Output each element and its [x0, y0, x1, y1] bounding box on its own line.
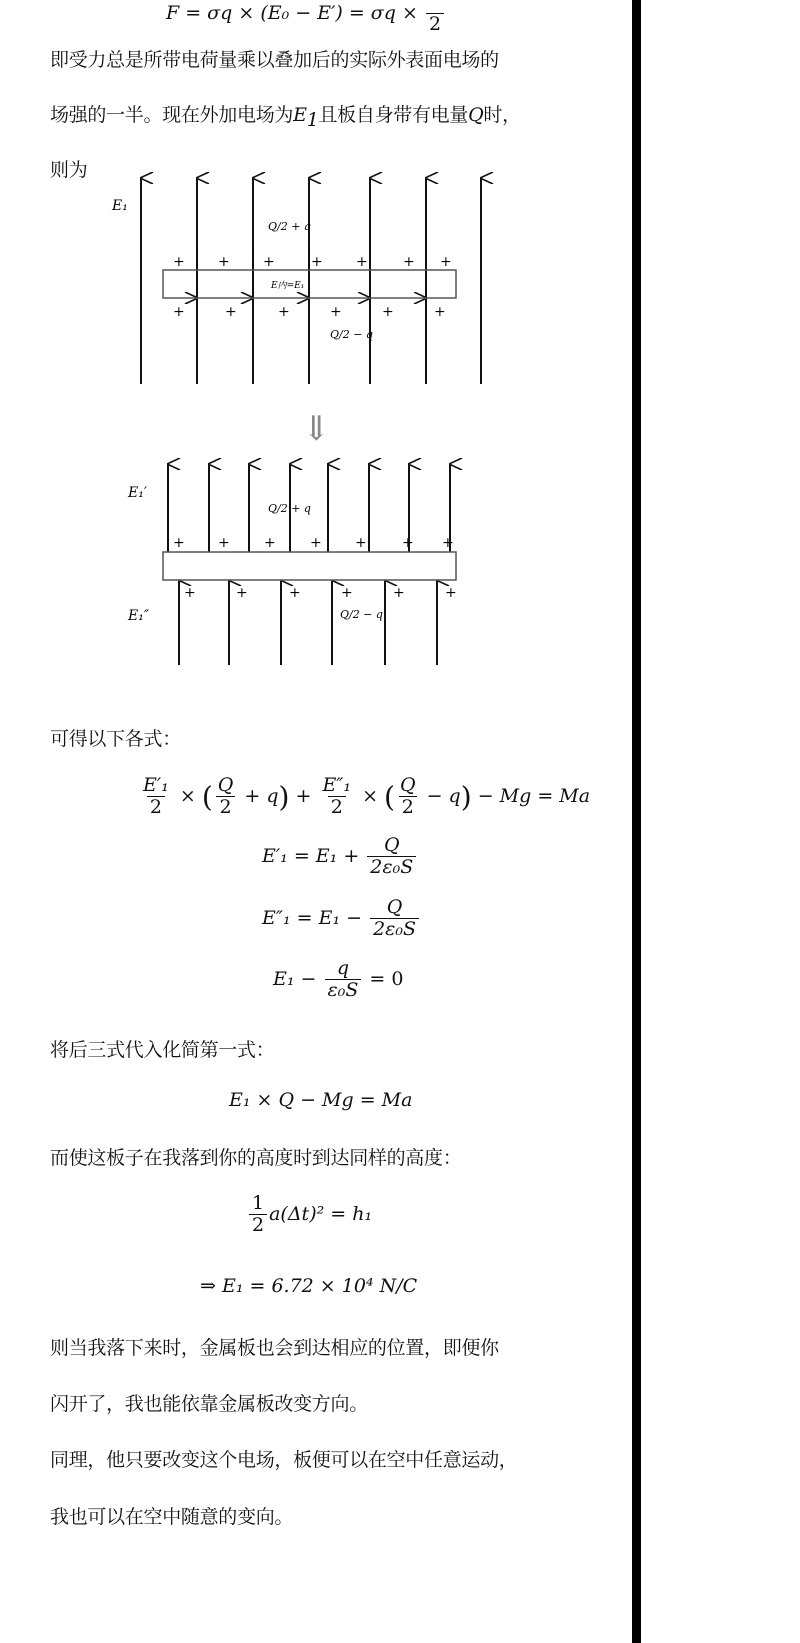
plus-sign: + — [434, 304, 446, 320]
eq6-rest: a(Δt)² = h₁ — [269, 1202, 373, 1225]
paragraph-7: 则当我落下来时，金属板也会到达相应的位置，即便你 — [50, 1337, 499, 1359]
eq1-rest: − Mg = Ma — [477, 784, 591, 807]
figure-2-plus-bottom — [184, 585, 457, 601]
plus-sign: + — [382, 304, 394, 320]
plus-sign: + — [184, 585, 196, 601]
eq6-num: 1 — [252, 1192, 265, 1214]
equation-1: $\frac{\text{E′₁}}{2}$ × ( $\frac{Q}{2}$ + q) + $\frac{\text{E″₁}}{2}$ × ( $\frac{Q}{2}$ − q) − Mg = Ma — [138, 775, 590, 819]
figure-2-field-top-label: E₁′ — [128, 485, 148, 501]
paragraph-8: 闪开了，我也能依靠金属板改变方向。 — [50, 1393, 368, 1415]
paragraph-10: 我也可以在空中随意的变向。 — [50, 1506, 294, 1528]
plus-sign: + — [278, 304, 290, 320]
paragraph-2-var: E — [293, 104, 307, 126]
figure-1-top-charge-label: Q/2 + q — [268, 220, 311, 233]
plus-sign: + — [355, 535, 367, 551]
paragraph-3: 则为 — [50, 159, 88, 181]
plus-sign: + — [393, 585, 405, 601]
eq1-Q2: Q — [399, 774, 416, 796]
eq6-den: 2 — [249, 1214, 267, 1237]
plus-sign: + — [263, 254, 275, 270]
equation-3 — [262, 897, 421, 941]
equation-6 — [247, 1193, 372, 1237]
figure-1-plus-top — [173, 254, 452, 270]
paragraph-1: 即受力总是所带电荷量乘以叠加后的实际外表面电场的 — [50, 49, 499, 71]
plus-sign: + — [236, 585, 248, 601]
eq1-two: 2 — [147, 796, 165, 819]
equation-7: ⇒ E₁ = 6.72 × 10⁴ N/C — [200, 1275, 418, 1297]
plus-sign: + — [442, 535, 454, 551]
paragraph-2-var2: Q — [468, 104, 484, 126]
eq1-two-d: 2 — [399, 796, 417, 819]
paragraph-6: 而使这板子在我落到你的高度时到达同样的高度： — [50, 1147, 462, 1169]
plus-sign: + — [341, 585, 353, 601]
plus-sign: + — [289, 585, 301, 601]
eq3-num: Q — [386, 896, 403, 918]
figure-2-plus-top — [173, 535, 454, 551]
plus-sign: + — [440, 254, 452, 270]
figure-1 — [0, 0, 632, 700]
paragraph-9: 同理，他只要改变这个电场，板便可以在空中任意运动， — [50, 1449, 518, 1471]
plus-sign: + — [310, 535, 322, 551]
figure-1-inner-label: E内=E₁ — [271, 281, 305, 291]
plus-sign: + — [311, 254, 323, 270]
figure-1-field-label: E₁ — [112, 198, 128, 214]
plus-sign: + — [356, 254, 368, 270]
paragraph-2-part1: 场强的一半。现在外加电场为 — [50, 104, 294, 126]
paragraph-2-part3: 时， — [483, 104, 521, 126]
top-equation-text: F = σq × (E₀ − E′) = σq × — [166, 1, 424, 24]
eq1-two-c: 2 — [328, 796, 346, 819]
plus-sign: + — [173, 254, 185, 270]
eq3-den: 2ε₀S — [370, 918, 419, 941]
eq4-den: ε₀S — [325, 979, 362, 1002]
plus-sign: + — [402, 535, 414, 551]
plus-sign: + — [173, 535, 185, 551]
top-equation-denominator: 2 — [426, 13, 444, 36]
plus-sign: + — [264, 535, 276, 551]
paragraph-4: 可得以下各式： — [50, 728, 181, 750]
eq2-num: Q — [383, 834, 400, 856]
eq4-lhs: E₁ − — [273, 967, 323, 990]
plus-sign: + — [445, 585, 457, 601]
eq1-lhs-a: E′₁ — [143, 774, 169, 796]
plus-sign: + — [218, 254, 230, 270]
figure-1-up-arrows — [141, 178, 481, 384]
equation-4 — [273, 958, 403, 1002]
eq4-num: q — [336, 957, 349, 979]
metal-plate — [163, 552, 456, 580]
transition-arrow-icon: ⇓ — [302, 409, 331, 449]
figure-1-bottom-charge-label: Q/2 − q — [330, 328, 373, 341]
equation-2 — [262, 835, 418, 879]
eq4-rhs: = 0 — [363, 967, 404, 990]
eq1-Q: Q — [217, 774, 234, 796]
eq1-q2: q — [448, 784, 461, 807]
plus-sign: + — [173, 304, 185, 320]
figure-2-field-bottom-label: E₁″ — [128, 608, 150, 624]
figure-2-bottom-charge-label: Q/2 − q — [340, 608, 383, 621]
figure-2-top-charge-label: Q/2 + q — [268, 502, 311, 515]
eq3-lhs: E″₁ = E₁ − — [262, 906, 369, 929]
paragraph-2-sub: 1 — [306, 108, 319, 131]
plus-sign: + — [403, 254, 415, 270]
paragraph-2-part2: 且板自身带有电量 — [318, 104, 469, 126]
page-edge-bar — [632, 0, 641, 1643]
eq1-two-b: 2 — [216, 796, 234, 819]
equation-5: E₁ × Q − Mg = Ma — [229, 1089, 413, 1111]
eq1-q: q — [266, 784, 279, 807]
eq2-den: 2ε₀S — [367, 856, 416, 879]
plus-sign: + — [225, 304, 237, 320]
plus-sign: + — [330, 304, 342, 320]
plus-sign: + — [218, 535, 230, 551]
eq1-lhs-b: E″₁ — [322, 774, 352, 796]
paragraph-5: 将后三式代入化简第一式： — [50, 1039, 275, 1061]
eq2-lhs: E′₁ = E₁ + — [262, 844, 366, 867]
